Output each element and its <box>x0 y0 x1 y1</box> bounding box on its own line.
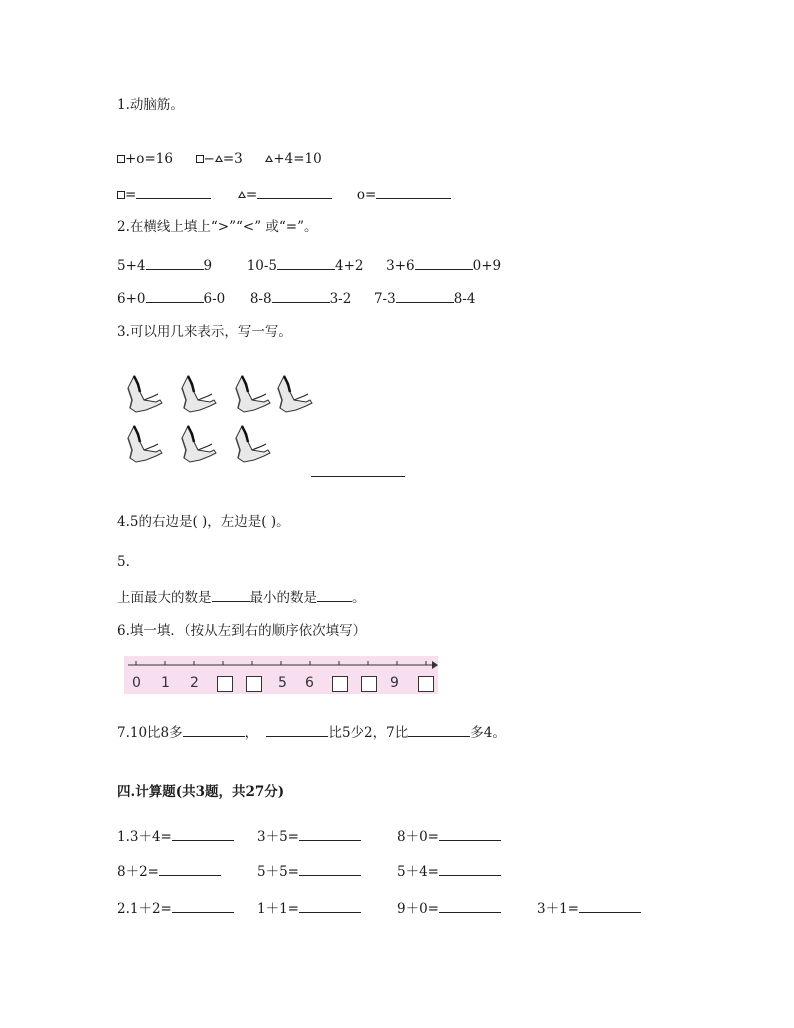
calc-blank[interactable] <box>579 898 641 913</box>
q5-number: 5. <box>117 554 130 570</box>
goose-icon <box>278 376 312 412</box>
compare-blank[interactable] <box>277 255 335 270</box>
square-symbol-icon <box>117 155 125 163</box>
compare-blank[interactable] <box>396 288 454 303</box>
max-number-blank[interactable] <box>212 587 250 602</box>
compare-right: 3-2 <box>329 291 352 307</box>
compare-left: 5+4 <box>117 258 146 274</box>
compare-blank[interactable] <box>146 255 204 270</box>
calc-item <box>117 898 234 918</box>
calc-item <box>257 861 361 881</box>
q7-part-c: 比5少2，7比 <box>328 725 409 741</box>
min-number-blank[interactable] <box>317 587 352 602</box>
calc-blank[interactable] <box>159 861 221 876</box>
calc-blank[interactable] <box>299 861 361 876</box>
calc-expression: 1.3＋4= <box>117 829 172 845</box>
calc-item <box>117 826 234 846</box>
calc-expression: 3＋1= <box>537 901 579 917</box>
triangle-symbol-icon <box>215 155 223 162</box>
number-line-box[interactable] <box>361 676 377 692</box>
calc-item <box>257 898 361 918</box>
calc-blank[interactable] <box>299 826 361 841</box>
calc-blank[interactable] <box>439 898 501 913</box>
number-line-box[interactable] <box>418 676 434 692</box>
q1-ans-sq-label: = <box>125 187 137 203</box>
q7-text <box>117 722 506 742</box>
number-line-label: 6 <box>305 675 314 691</box>
calc-item <box>397 898 501 918</box>
calc-item <box>257 826 361 846</box>
q1-eq3: +4=10 <box>273 151 322 167</box>
compare-blank[interactable] <box>146 288 204 303</box>
q1-eq2: − <box>203 151 215 167</box>
q2-row1 <box>117 255 501 275</box>
number-line-label: 9 <box>390 675 399 691</box>
calc-blank[interactable] <box>299 898 361 913</box>
q3-title: 3.可以用几来表示，写一写。 <box>117 324 292 340</box>
compare-right: 0+9 <box>472 258 502 274</box>
number-line-label: 2 <box>190 675 199 691</box>
goose-icon <box>128 426 162 462</box>
calc-blank[interactable] <box>172 898 234 913</box>
calc-item <box>397 826 501 846</box>
calc-item <box>537 898 641 918</box>
compare-blank[interactable] <box>272 288 330 303</box>
answer-blank[interactable] <box>257 184 332 199</box>
calc-expression: 9＋0= <box>397 901 439 917</box>
q5-text-c: 。 <box>352 590 366 606</box>
compare-right: 6-0 <box>203 291 226 307</box>
goose-icon <box>128 376 162 412</box>
number-line-box[interactable] <box>246 676 262 692</box>
compare-right: 4+2 <box>335 258 364 274</box>
goose-icon <box>182 426 216 462</box>
q1-title: 1.动脑筋。 <box>117 97 184 113</box>
q1-eq1: +o=16 <box>125 151 173 167</box>
q1-ans-tr-label: = <box>245 187 258 203</box>
calc-item <box>397 861 501 881</box>
square-symbol-icon <box>117 191 125 199</box>
compare-blank[interactable] <box>415 255 473 270</box>
calc-expression: 2.1＋2= <box>117 901 172 917</box>
geese-illustration <box>122 370 322 470</box>
section-4-title: 四.计算题(共3题，共27分) <box>117 784 285 800</box>
calc-blank[interactable] <box>439 826 501 841</box>
compare-right: 8-4 <box>453 291 476 307</box>
compare-left: 6+0 <box>117 291 146 307</box>
answer-blank[interactable] <box>266 722 328 737</box>
goose-icon <box>236 426 270 462</box>
number-line-box[interactable] <box>217 676 233 692</box>
compare-left: 8-8 <box>249 291 272 307</box>
triangle-symbol-icon <box>238 191 246 198</box>
calc-expression: 5＋5= <box>257 864 299 880</box>
calc-blank[interactable] <box>172 826 234 841</box>
q5-text-a: 上面最大的数是 <box>117 590 212 606</box>
calc-expression: 5＋4= <box>397 864 439 880</box>
answer-blank[interactable] <box>136 184 211 199</box>
answer-blank[interactable] <box>183 722 245 737</box>
calc-expression: 3＋5= <box>257 829 299 845</box>
q1-equations <box>117 150 322 168</box>
q7-part-a: 7.10比8多 <box>117 725 183 741</box>
goose-icon <box>236 376 270 412</box>
q7-part-b: ， <box>244 725 259 741</box>
answer-blank[interactable] <box>408 722 470 737</box>
calc-blank[interactable] <box>439 861 501 876</box>
compare-left: 10-5 <box>246 258 278 274</box>
q6-title: 6.填一填．（按从左到右的顺序依次填写） <box>117 623 367 639</box>
q4-text: 4.5的右边是( )，左边是( )。 <box>117 514 290 530</box>
number-line-label: 0 <box>132 675 141 691</box>
q7-part-d: 多4。 <box>470 725 506 741</box>
q1-answers <box>117 184 451 204</box>
q1-eq2b: =3 <box>222 151 243 167</box>
answer-blank[interactable] <box>376 184 451 199</box>
calc-expression: 1＋1= <box>257 901 299 917</box>
compare-left: 7-3 <box>373 291 396 307</box>
calc-item <box>117 861 221 881</box>
number-line-axis <box>124 656 438 676</box>
number-line <box>124 656 438 694</box>
number-line-box[interactable] <box>332 676 348 692</box>
number-line-label: 5 <box>278 675 287 691</box>
q1-ans-ci-label: o= <box>356 187 377 203</box>
q2-title: 2.在横线上填上“>”“<” 或“=”。 <box>117 219 318 235</box>
goose-icon <box>182 376 216 412</box>
compare-right: 9 <box>203 258 213 274</box>
compare-left: 3+6 <box>386 258 415 274</box>
number-line-label: 1 <box>161 675 170 691</box>
q5-text <box>117 587 366 607</box>
calc-expression: 8＋2= <box>117 864 159 880</box>
q5-text-b: 最小的数是 <box>249 590 317 606</box>
calc-expression: 8＋0= <box>397 829 439 845</box>
q3-answer-blank[interactable] <box>311 466 405 477</box>
triangle-symbol-icon <box>265 155 273 162</box>
square-symbol-icon <box>196 155 204 163</box>
q2-row2 <box>117 288 475 308</box>
